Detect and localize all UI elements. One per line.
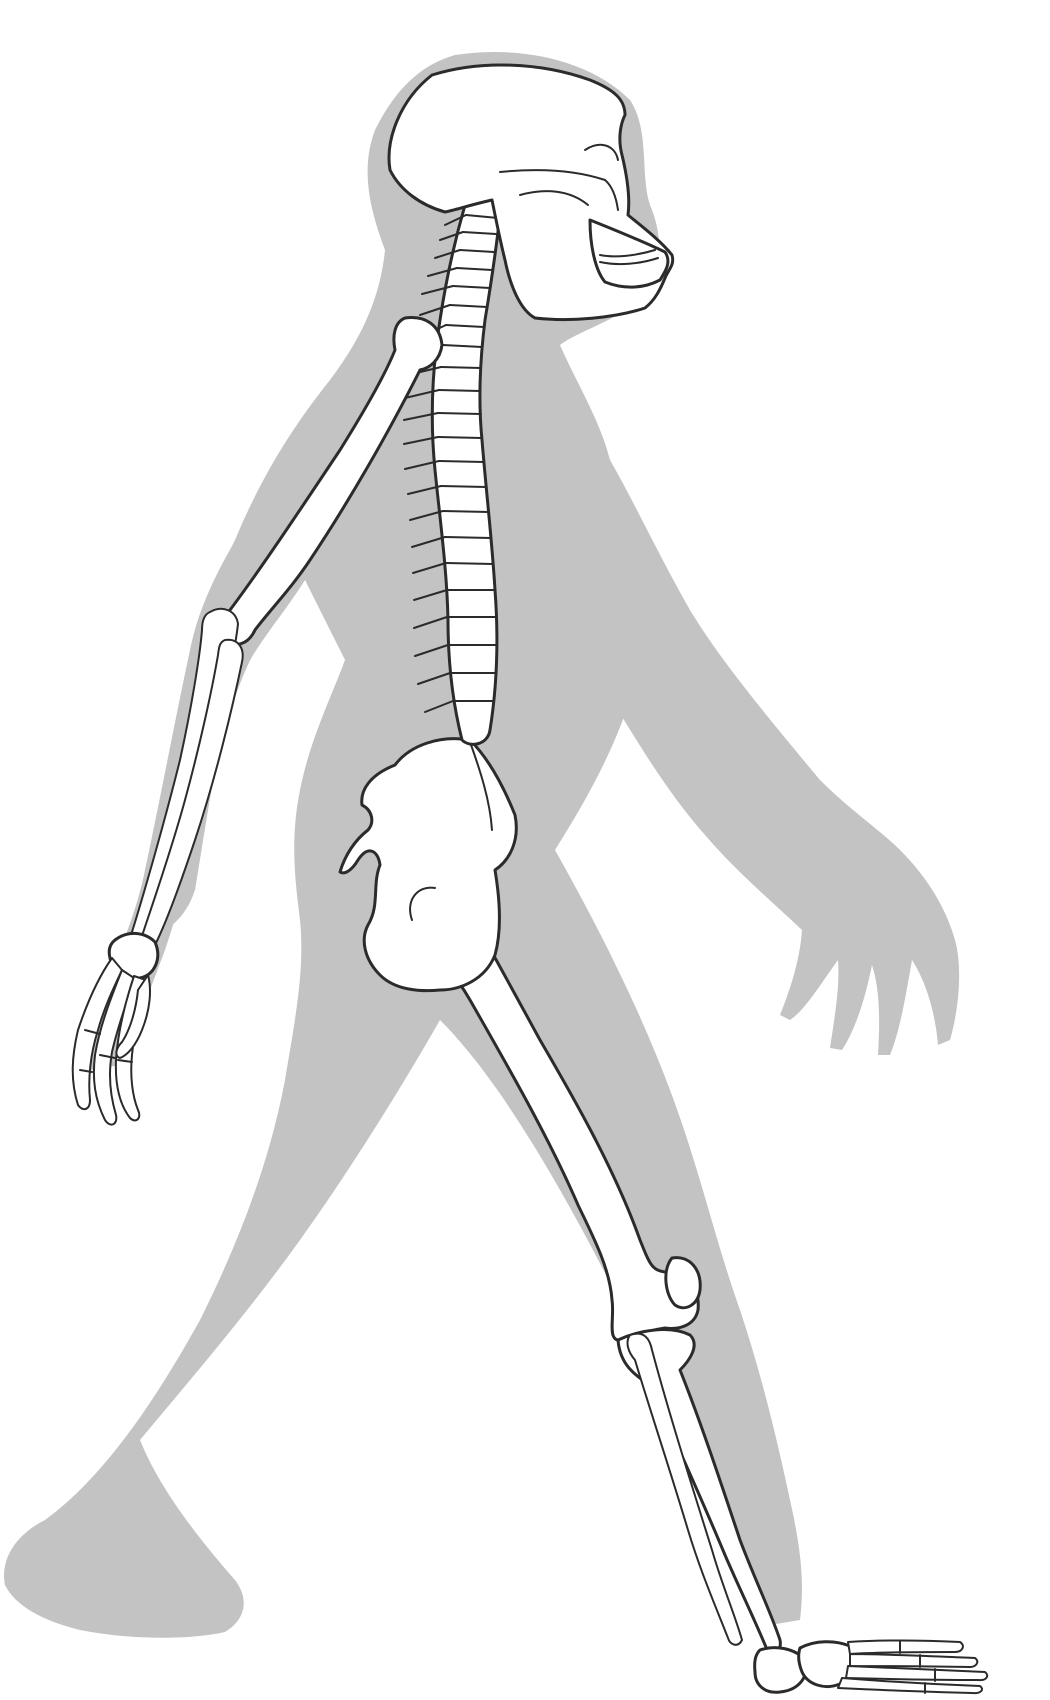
patella (666, 1258, 700, 1308)
metatarsal-2 (850, 1654, 977, 1667)
foot (755, 1641, 988, 1694)
metatarsal-3 (846, 1666, 987, 1680)
hand (73, 933, 158, 1124)
metatarsal-1 (848, 1641, 963, 1655)
